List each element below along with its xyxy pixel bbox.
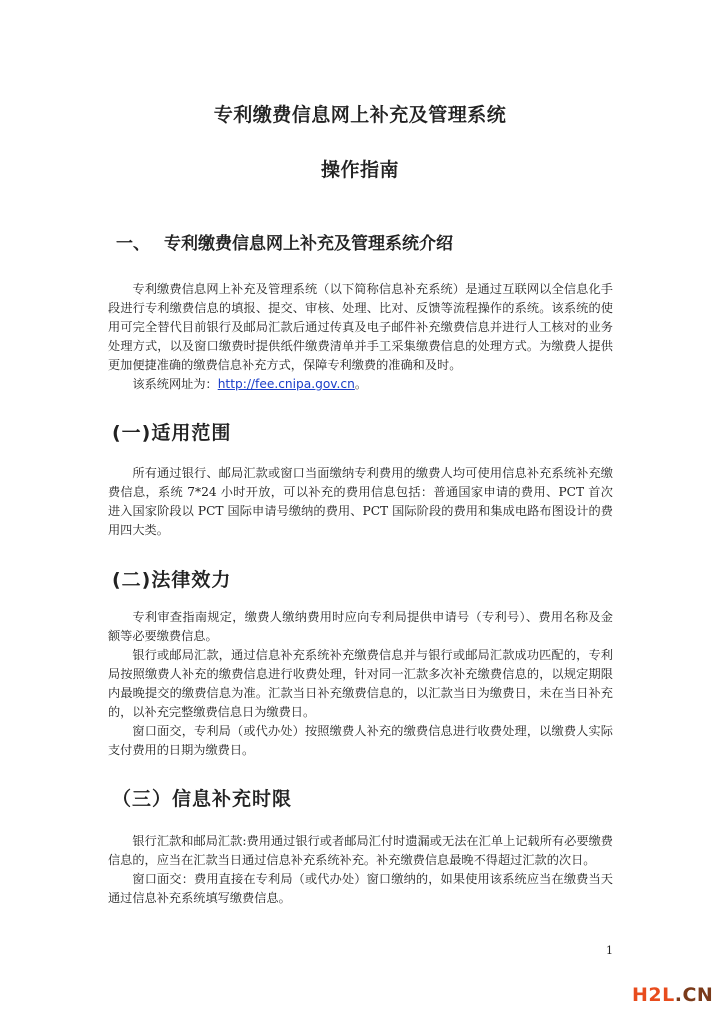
subsection-3-heading: （三）信息补充时限 [112,788,293,810]
subsection-2-paragraph-2: 银行或邮局汇款，通过信息补充系统补充缴费信息并与银行或邮局汇款成功匹配的，专利局按照缴费人补充的缴费信息进行收费处理，针对同一汇款多次补充缴费信息的，以规定期限内最晚提交的缴费信息为准。汇款当日补充缴费信息的，以汇款当日为缴费日，未在当日补充的，以补充完整缴费信息日为缴费日。 [108,648,613,719]
section-1-heading [116,229,453,254]
url-line [108,375,613,394]
url-prefix: 该系统网址为： [132,377,218,391]
section-1-title: 专利缴费信息网上补充及管理系统介绍 [164,234,453,254]
subsection-2-paragraph-3: 窗口面交，专利局（或代办处）按照缴费人补充的缴费信息进行收费处理，以缴费人实际支付费用的日期为缴费日。 [108,724,613,757]
section-1-number: 一、 [116,234,150,254]
system-url-link[interactable]: http://fee.cnipa.gov.cn [217,377,355,391]
subsection-1-paragraph: 所有通过银行、邮局汇款或窗口当面缴纳专利费用的缴费人均可使用信息补充系统补充缴费信息，系统 7*24 小时开放，可以补充的费用信息包括：普通国家申请的费用、PCT 首次进入国家阶段以 PCT 国际申请号缴纳的费用、PCT 国际阶段的费用和集成电路布图设计的费用四大类。 [108,466,613,537]
document-subtitle: 操作指南 [320,159,399,181]
subsection-2-heading: (二)法律效力 [112,569,232,591]
watermark-part-2: .CN [674,984,714,1006]
watermark-part-1: H2L [632,984,675,1006]
site-watermark-logo [632,984,713,1006]
document-title: 专利缴费信息网上补充及管理系统 [213,104,507,126]
subsection-1-body [108,464,613,540]
subsection-1-heading: (一)适用范围 [112,422,232,444]
url-suffix: 。 [354,377,368,391]
subsection-2-body [108,608,613,760]
page-number: 1 [606,944,613,957]
section-1-paragraph: 专利缴费信息网上补充及管理系统（以下简称信息补充系统）是通过互联网以全信息化手段进行专利缴费信息的填报、提交、审核、处理、比对、反馈等流程操作的系统。该系统的使用可完全替代目前银行及邮局汇款后通过传真及电子邮件补充缴费信息并进行人工核对的业务处理方式，以及窗口缴费时提供纸件缴费清单并手工采集缴费信息的处理方式。为缴费人提供更加便捷准确的缴费信息补充方式，保障专利缴费的准确和及时。 [108,282,613,372]
subsection-2-paragraph-1: 专利审查指南规定，缴费人缴纳费用时应向专利局提供申请号（专利号）、费用名称及金额等必要缴费信息。 [108,610,613,643]
subsection-3-body [108,832,613,908]
subsection-3-paragraph-2: 窗口面交：费用直接在专利局（或代办处）窗口缴纳的，如果使用该系统应当在缴费当天通过信息补充系统填写缴费信息。 [108,872,613,905]
subsection-3-paragraph-1: 银行汇款和邮局汇款:费用通过银行或者邮局汇付时遗漏或无法在汇单上记载所有必要缴费信息的，应当在汇款当日通过信息补充系统补充。补充缴费信息最晚不得超过汇款的次日。 [108,834,613,867]
section-1-body [108,280,613,394]
